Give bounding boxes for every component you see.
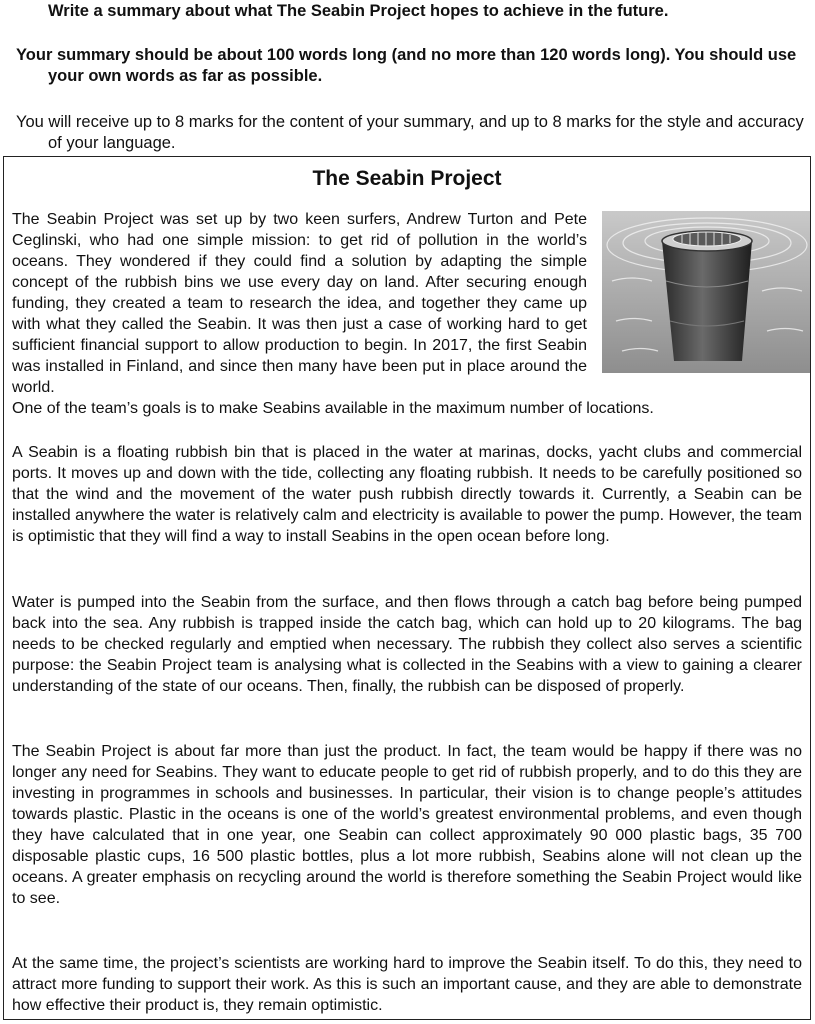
instruction-marks: You will receive up to 8 marks for the content of your summary, and up to 8 marks for the style and accuracy of your language. <box>16 113 804 152</box>
instruction-task: Write a summary about what The Seabin Project hopes to achieve in the future. <box>48 2 669 20</box>
passage-title: The Seabin Project <box>312 167 502 190</box>
paragraph-5 <box>12 953 802 1016</box>
paragraph-3 <box>12 592 802 697</box>
paragraph-2-text: A Seabin is a floating rubbish bin that is placed in the water at marinas, docks, yacht clubs and commercial ports. It moves up and down with the tide, collecting any floating rubbish. It needs to be carefully positioned so that the wind and the movement of the water push rubbish directly towards it. Currently, a Seabin can be installed anywhere the water is relatively calm and electricity is available to power the pump. However, the team is optimistic that they will find a way to install Seabins in the open ocean before long. <box>12 444 802 545</box>
paragraph-4 <box>12 741 802 909</box>
paragraph-1 <box>12 209 802 419</box>
paragraph-1-text: The Seabin Project was set up by two keen surfers, Andrew Turton and Pete Ceglinski, who had one simple mission: to get rid of pollution in the world’s oceans. They wondered if they could find a solution by adapting the simple concept of the rubbish bins we use every day on land. After securing enough funding, they created a team to research the idea, and together they came up with what they called the Seabin. It was then just a case of working hard to get sufficient financial support to allow production to begin. In 2017, the first Seabin was installed in Finland, and since then many have been put in place around the world. <box>12 211 587 396</box>
instruction-length: Your summary should be about 100 words long (and no more than 120 words long). You should use your own words as far as possible. <box>16 46 797 85</box>
paragraph-2 <box>12 442 802 547</box>
paragraph-5-text: At the same time, the project’s scientists are working hard to improve the Seabin itself. To do this, they need to attract more funding to support their work. As this is such an important cause, and they are able to demonstrate how effective their product is, they remain optimistic. <box>12 955 802 1014</box>
passage-box <box>3 156 811 1020</box>
paragraph-4-text: The Seabin Project is about far more than just the product. In fact, the team would be happy if there was no longer any need for Seabins. They want to educate people to get rid of rubbish properly, and to do this they are investing in programmes in schools and businesses. In particular, their vision is to change people’s attitudes towards plastic. Plastic in the oceans is one of the world’s greatest environmental problems, and even though they have calculated that in one year, one Seabin can collect approximately 90 000 plastic bags, 35 700 disposable plastic cups, 16 500 plastic bottles, plus a lot more rubbish, Seabins alone will not clean up the oceans. A greater emphasis on recycling around the world is therefore something the Seabin Project would like to see. <box>12 743 802 907</box>
paragraph-3-text: Water is pumped into the Seabin from the surface, and then flows through a catch bag before being pumped back into the sea. Any rubbish is trapped inside the catch bag, which can hold up to 20 kilograms. The bag needs to be checked regularly and emptied when necessary. The rubbish they collect also serves a scientific purpose: the Seabin Project team is analysing what is collected in the Seabins with a view to gaining a clearer understanding of the state of our oceans. Then, finally, the rubbish can be disposed of properly. <box>12 594 802 695</box>
paragraph-1-goal: One of the team’s goals is to make Seabins available in the maximum number of locations. <box>12 400 654 417</box>
